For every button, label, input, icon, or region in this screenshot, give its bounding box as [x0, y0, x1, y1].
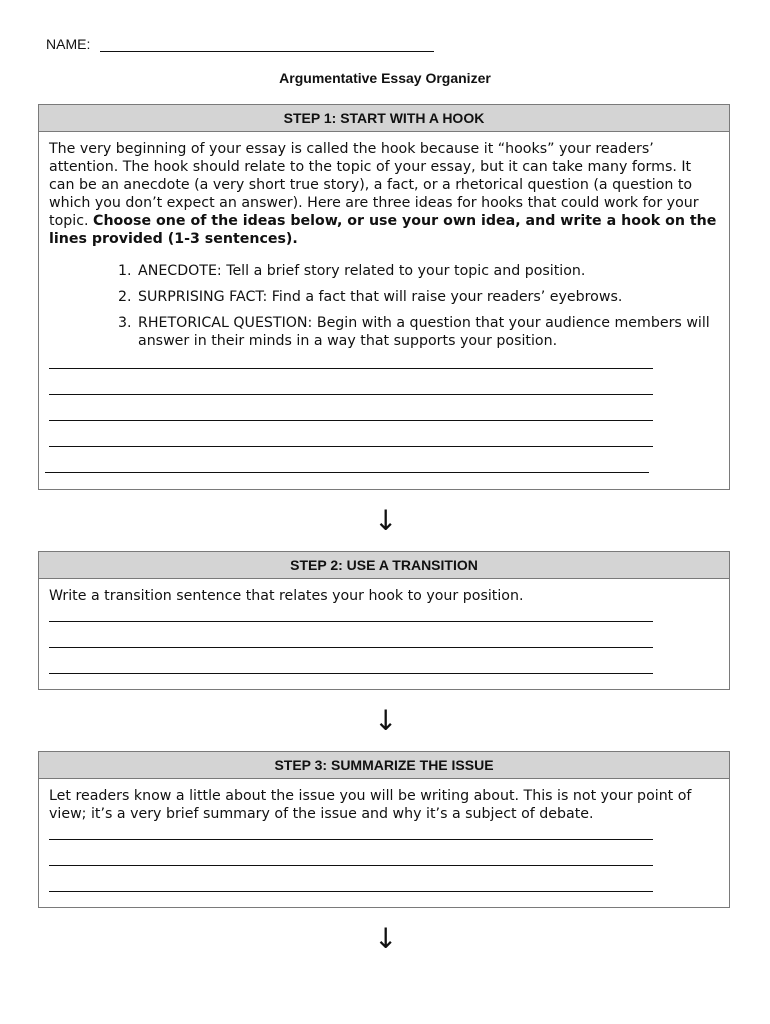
step3-heading: STEP 3: SUMMARIZE THE ISSUE [39, 752, 729, 779]
step3-prompt: Let readers know a little about the issue you will be writing about. This is not your point of view; it’s a very brief summary of the issue and why it’s a subject of debate. [49, 788, 692, 822]
step2-box [38, 551, 730, 690]
step1-intro-paragraph [49, 140, 719, 248]
down-arrow-icon: ↓ [374, 922, 398, 955]
writing-line[interactable] [49, 622, 653, 648]
step1-intro-text: The very beginning of your essay is called the hook because it “hooks” your readers’ attention. The hook should relate to the topic of your essay, but it can take many forms. It can be an anecdote (a very short true story), a fact, or a rhetorical question (a question to which you don’t expect an answer). Here are three ideas for hooks that could work for your topic. [49, 141, 699, 229]
writing-line[interactable] [49, 369, 653, 395]
step3-writing-lines [49, 823, 719, 892]
hook-idea-item: 3. RHETORICAL QUESTION: Begin with a question that your audience members will answer in their minds in a way that supports your position. [136, 314, 719, 350]
writing-line[interactable] [49, 421, 653, 447]
hook-ideas-list [49, 262, 719, 350]
step3-body [39, 779, 729, 892]
step2-writing-lines [49, 605, 719, 674]
step2-body [39, 579, 729, 674]
writing-line[interactable] [49, 395, 653, 421]
name-label: NAME: [46, 36, 91, 52]
writing-line[interactable] [49, 866, 653, 892]
hook-idea-item: 1. ANECDOTE: Tell a brief story related to your topic and position. [136, 262, 719, 280]
step1-writing-lines [49, 356, 719, 473]
writing-line[interactable] [45, 447, 649, 473]
writing-line[interactable] [49, 823, 653, 840]
step3-box [38, 751, 730, 908]
down-arrow-icon: ↓ [374, 704, 398, 737]
writing-line[interactable] [49, 605, 653, 622]
step1-box [38, 104, 730, 490]
step2-heading: STEP 2: USE A TRANSITION [39, 552, 729, 579]
down-arrow-icon: ↓ [374, 504, 398, 537]
writing-line[interactable] [49, 356, 653, 369]
name-row [46, 36, 434, 52]
step2-prompt: Write a transition sentence that relates your hook to your position. [49, 588, 524, 604]
writing-line[interactable] [49, 840, 653, 866]
document-title: Argumentative Essay Organizer [279, 70, 491, 86]
hook-idea-item: 2. SURPRISING FACT: Find a fact that will raise your readers’ eyebrows. [136, 288, 719, 306]
writing-line[interactable] [49, 648, 653, 674]
step1-body [39, 132, 729, 473]
step1-heading: STEP 1: START WITH A HOOK [39, 105, 729, 132]
step1-instruction-text: Choose one of the ideas below, or use your own idea, and write a hook on the lines provided (1-3 sentences). [49, 213, 717, 247]
name-field-line[interactable] [100, 37, 434, 52]
